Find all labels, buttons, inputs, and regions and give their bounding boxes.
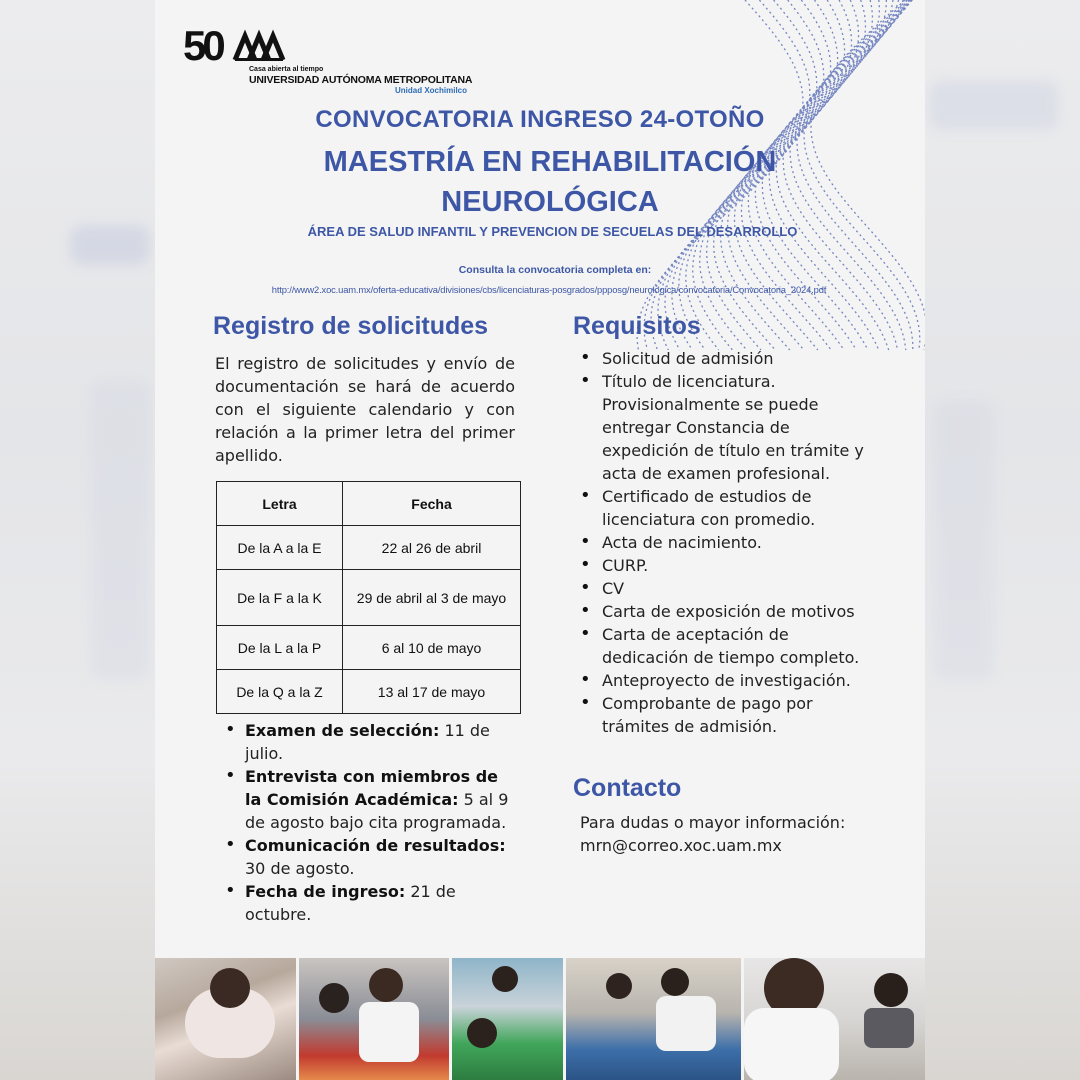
table-row [217,570,521,626]
list-item: • CV [576,577,866,600]
background-left [0,0,155,1080]
date-value: 5 al 9 de agosto bajo cita programada. [245,790,509,832]
program-title: MAESTRÍA EN REHABILITACIÓN NEUROLÓGICA [323,146,777,218]
uam-50-logo-mark [183,22,303,66]
photo-therapist-floor [566,958,740,1080]
list-item: • CURP. [576,554,866,577]
list-item: • Carta de exposición de motivos [576,600,866,623]
photo-therapist-child [744,958,925,1080]
consult-label: Consulta la convocatoria completa en: [458,264,652,276]
table-header-row [217,482,521,526]
poster [155,0,925,1080]
list-item [223,765,513,834]
list-item: • Certificado de estudios de licenciatura con promedio. [576,485,866,531]
list-item: • Anteproyecto de investigación. [576,669,866,692]
convocatoria-url[interactable]: http://www2.xoc.uam.mx/oferta-educativa/divisiones/cbs/licenciaturas-posgrados/ppposg/neurologica/convocatoria/Convocatoria_2024.pdf [271,284,827,295]
list-item [223,880,513,926]
photo-play-mat [452,958,564,1080]
requisitos-list [576,347,866,738]
logo-tagline: Casa abierta al tiempo [249,66,324,73]
photo-children-table [299,958,448,1080]
table-cell-date: 13 al 17 de mayo [343,670,521,714]
list-item: • Título de licenciatura. Provisionalmente se puede entregar Constancia de expedición de título en trámite y acta de examen profesional. [576,370,866,485]
table-cell-date: 29 de abril al 3 de mayo [343,570,521,626]
contacto-block [580,811,880,857]
table-cell-letter: De la Q a la Z [217,670,343,714]
contacto-heading: Contacto [573,774,682,802]
list-item [223,719,513,765]
date-value: 21 de octubre. [245,882,456,924]
area-title: ÁREA DE SALUD INFANTIL Y PREVENCION DE SECUELAS DEL DESARROLLO [307,224,798,239]
uam-mark-icon [235,36,283,60]
table-row [217,526,521,570]
logo-number: 50 [183,22,222,66]
call-title: CONVOCATORIA INGRESO 24-OTOÑO [315,106,765,133]
photo-strip [155,958,925,1080]
list-item: • Acta de nacimiento. [576,531,866,554]
table-cell-date: 6 al 10 de mayo [343,626,521,670]
date-label: Entrevista con miembros de la Comisión Académica: [245,767,499,809]
table-cell-letter: De la A a la E [217,526,343,570]
photo-therapy-baby [155,958,296,1080]
table-cell-date: 22 al 26 de abril [343,526,521,570]
table-row [217,670,521,714]
key-dates-list [223,719,513,926]
date-label: Comunicación de resultados: [245,836,506,855]
table-header: Letra [217,482,343,526]
table-header: Fecha [343,482,521,526]
table-row [217,626,521,670]
date-value: 30 de agosto. [245,859,355,878]
list-item: • Solicitud de admisión [576,347,866,370]
contacto-email[interactable]: mrn@correo.xoc.uam.mx [580,836,782,855]
list-item: • Carta de aceptación de dedicación de tiempo completo. [576,623,866,669]
uam-logo [183,22,473,95]
contacto-text: Para dudas o mayor información: [580,813,846,832]
calendar-table [216,481,521,714]
list-item: • Comprobante de pago por trámites de admisión. [576,692,866,738]
date-label: Fecha de ingreso: [245,882,406,901]
unit-name: Unidad Xochimilco [395,86,468,95]
requisitos-heading: Requisitos [573,312,701,340]
university-name: UNIVERSIDAD AUTÓNOMA METROPOLITANA [249,74,473,86]
list-item [223,834,513,880]
registro-heading: Registro de solicitudes [213,312,489,340]
table-cell-letter: De la L a la P [217,626,343,670]
date-label: Examen de selección: [245,721,440,740]
date-value: 11 de julio. [245,721,490,763]
table-cell-letter: De la F a la K [217,570,343,626]
background-right [924,0,1080,1080]
registro-paragraph: El registro de solicitudes y envío de documentación se hará de acuerdo con el siguiente calendario y con relación a la primer letra del primer apellido. [215,354,515,465]
